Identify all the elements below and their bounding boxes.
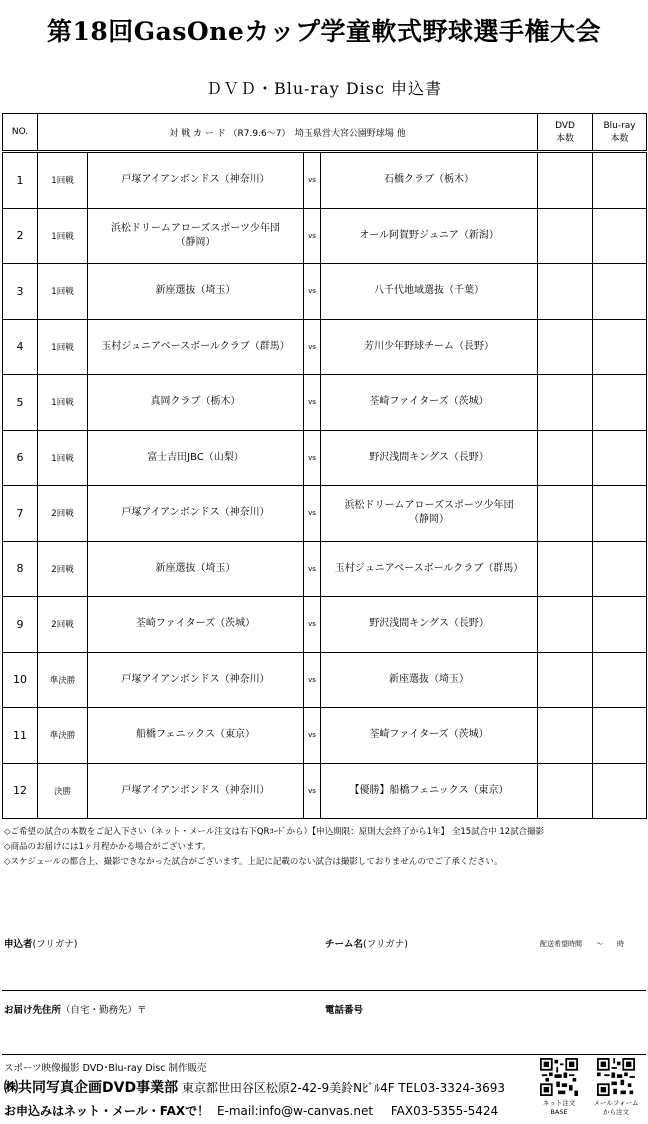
match-round: 1回戦 [38,430,88,486]
team-two: 野沢浅間キングス（長野） [321,430,538,486]
vs-label: vs [304,486,321,542]
match-number: 6 [3,430,38,486]
team-one: 荃崎ファイターズ（茨城） [88,597,304,653]
match-round: 決勝 [38,763,88,819]
dvd-count-cell[interactable] [538,430,593,486]
match-round: 1回戦 [38,264,88,320]
bluray-count-cell[interactable] [593,208,647,264]
team-one: 戸塚アイアンボンドス（神奈川） [88,486,304,542]
team-one: 戸塚アイアンボンドス（神奈川） [88,152,304,209]
email: E-mail:info@w-canvas.net [216,1104,374,1118]
dvd-count-cell[interactable] [538,763,593,819]
vs-label: vs [304,375,321,431]
vs-label: vs [304,264,321,320]
dvd-count-cell[interactable] [538,264,593,320]
team-two: 野沢浅間キングス（長野） [321,597,538,653]
match-round: 2回戦 [38,486,88,542]
match-number: 7 [3,486,38,542]
company-address: 東京都世田谷区松原2-42-9美鈴Nﾋﾞﾙ4F TEL03-3324-3693 [181,1081,506,1095]
header-match-card: 対 戦 カ ー ド （R7.9.6～7） 埼玉県営大宮公園野球場 他 [38,114,538,152]
match-number: 9 [3,597,38,653]
match-number: 5 [3,375,38,431]
table-row [3,652,647,708]
team-two: 玉村ジュニアベースボールクラブ（群馬） [321,541,538,597]
team-two: 新座選抜（埼玉） [321,652,538,708]
vs-label: vs [304,430,321,486]
table-row [3,264,647,320]
delivery-time-label: 配送希望時間 ～ 時 [540,940,624,948]
qr-code-icon[interactable] [597,1058,635,1096]
team-one: 戸塚アイアンボンドス（神奈川） [88,763,304,819]
match-round: 準決勝 [38,652,88,708]
bluray-count-cell[interactable] [593,430,647,486]
bluray-count-cell[interactable] [593,264,647,320]
table-row [3,208,647,264]
dvd-count-cell[interactable] [538,652,593,708]
team-one: 真岡クラブ（栃木） [88,375,304,431]
match-table [2,113,647,819]
team-two: 八千代地域選抜（千葉） [321,264,538,320]
match-round: 1回戦 [38,375,88,431]
header-dvd-count: DVD 本数 [538,114,593,152]
team-one: 玉村ジュニアベースボールクラブ（群馬） [88,319,304,375]
team-one: 浜松ドリームアローズスポーツ少年団 （静岡） [88,208,304,264]
match-round: 2回戦 [38,597,88,653]
match-round: 1回戦 [38,152,88,209]
vs-label: vs [304,597,321,653]
vs-label: vs [304,708,321,764]
match-round: 1回戦 [38,208,88,264]
team-name-label: チーム名(フリガナ) [325,939,408,950]
dvd-count-cell[interactable] [538,486,593,542]
header-bluray-count: Blu-ray 本数 [593,114,647,152]
order-lead: お申込みはネット・メール・FAXで！ [4,1104,210,1118]
match-round: 1回戦 [38,319,88,375]
team-one: 船橋フェニックス（東京） [88,708,304,764]
notes [4,825,648,870]
dvd-count-cell[interactable] [538,597,593,653]
bluray-count-cell[interactable] [593,541,647,597]
divider [2,990,646,991]
dvd-count-cell[interactable] [538,375,593,431]
table-row [3,708,647,764]
vs-label: vs [304,763,321,819]
table-header-row [3,114,647,152]
dvd-count-cell[interactable] [538,152,593,209]
qr1-caption: ネット注文 BASE [542,1099,576,1116]
match-number: 10 [3,652,38,708]
match-number: 12 [3,763,38,819]
match-number: 1 [3,152,38,209]
dvd-count-cell[interactable] [538,319,593,375]
vs-label: vs [304,319,321,375]
team-two: オール阿賀野ジュニア（新潟） [321,208,538,264]
footer-order [4,1102,498,1119]
qr2-caption: メールフォーム から注文 [593,1099,639,1116]
bluray-count-cell[interactable] [593,597,647,653]
match-number: 8 [3,541,38,597]
table-row [3,763,647,819]
team-two: 荃崎ファイターズ（茨城） [321,375,538,431]
dvd-count-cell[interactable] [538,708,593,764]
page-title: 第18回GasOneカップ学童軟式野球選手権大会 [46,17,602,46]
vs-label: vs [304,541,321,597]
match-round: 2回戦 [38,541,88,597]
footer-tagline: スポーツ映像撮影 DVD･Blu-ray Disc 制作販売 [4,1063,207,1074]
bluray-count-cell[interactable] [593,763,647,819]
bluray-count-cell[interactable] [593,152,647,209]
team-two: 石橋クラブ（栃木） [321,152,538,209]
team-one: 戸塚アイアンボンドス（神奈川） [88,652,304,708]
company-name: ㈱共同写真企画DVD事業部 [4,1080,179,1096]
table-row [3,541,647,597]
divider [2,1054,646,1055]
team-two: 芳川少年野球チーム（長野） [321,319,538,375]
table-row [3,430,647,486]
vs-label: vs [304,208,321,264]
bluray-count-cell[interactable] [593,708,647,764]
applicant-label: 申込者(フリガナ) [4,939,78,950]
team-one: 新座選抜（埼玉） [88,541,304,597]
match-number: 2 [3,208,38,264]
match-number: 4 [3,319,38,375]
team-one: 新座選抜（埼玉） [88,264,304,320]
page-subtitle: ＤＶＤ・Blu-ray Disc 申込書 [205,79,443,98]
address-label: お届け先住所（自宅・勤務先）〒 [4,1005,147,1016]
note-line: ◇スケジュールの都合上、撮影できなかった試合がございます。上記に記載のない試合は撮影しておりませんのでご了承ください。 [4,857,503,867]
bluray-count-cell[interactable] [593,375,647,431]
table-row [3,597,647,653]
table-row [3,319,647,375]
team-two: 浜松ドリームアローズスポーツ少年団 （静岡） [321,486,538,542]
match-number: 11 [3,708,38,764]
phone-label: 電話番号 [325,1005,364,1016]
table-row [3,486,647,542]
bluray-count-cell[interactable] [593,652,647,708]
note-line: ◇ご希望の試合の本数をご記入下さい（ネット・メール注文は右下QRｺｰﾄﾞから）【申込期限：原則大会終了から1年】 全15試合中 12試合撮影 [4,827,545,837]
dvd-count-cell[interactable] [538,208,593,264]
dvd-count-cell[interactable] [538,541,593,597]
match-round: 準決勝 [38,708,88,764]
bluray-count-cell[interactable] [593,319,647,375]
footer-company [4,1077,505,1097]
team-two: 【優勝】船橋フェニックス（東京） [321,763,538,819]
vs-label: vs [304,652,321,708]
fax: FAX03-5355-5424 [390,1104,499,1118]
table-row [3,375,647,431]
match-number: 3 [3,264,38,320]
note-line: ◇商品のお届けには1ヶ月程かかる場合がございます。 [4,842,211,852]
qr-code-icon[interactable] [540,1058,578,1096]
table-row [3,152,647,209]
vs-label: vs [304,152,321,209]
bluray-count-cell[interactable] [593,486,647,542]
header-no: NO. [3,114,38,152]
team-one: 富士吉田JBC（山梨） [88,430,304,486]
team-two: 荃崎ファイターズ（茨城） [321,708,538,764]
